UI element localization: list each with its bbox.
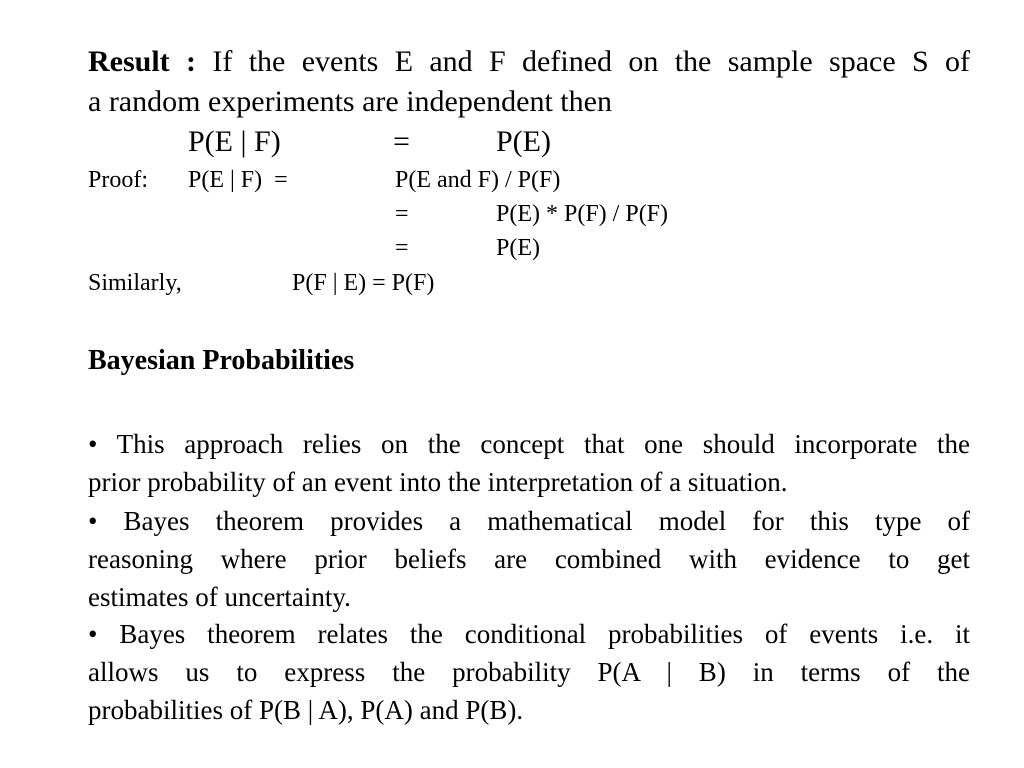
bullet-1-line-1: • This approach relies on the concept that one should incorporate the: [88, 429, 970, 459]
equation-lhs: P(E | F): [188, 125, 281, 158]
result-line-1: [88, 42, 970, 82]
section-heading: Bayesian Probabilities: [88, 345, 355, 376]
proof-step-3-rhs: P(E): [496, 235, 540, 261]
bullet-2-line-3: estimates of uncertainty.: [88, 582, 351, 612]
proof-step-3-operator: =: [395, 235, 409, 261]
bullet-icon: •: [88, 506, 98, 536]
proof-step-2-rhs: P(E) * P(F) / P(F): [496, 201, 669, 227]
bullet-item-3: [88, 615, 970, 729]
similarly-expression: P(F | E) = P(F): [292, 270, 435, 296]
bullet-2-line-1: • Bayes theorem provides a mathematical model for this type of: [88, 506, 970, 536]
bullet-1-line-2: prior probability of an event into the interpretation of a situation.: [88, 467, 788, 497]
proof-step-2-operator: =: [395, 201, 409, 227]
similarly-label: Similarly,: [88, 270, 182, 296]
bullet-2-line-2: reasoning where prior beliefs are combined with evidence to get: [88, 544, 970, 574]
bullet-3-line-3: probabilities of P(B | A), P(A) and P(B).: [88, 695, 524, 725]
result-label: Result :: [88, 45, 197, 78]
bullet-icon: •: [88, 429, 98, 459]
bullet-item-1: [88, 425, 970, 501]
bullet-icon: •: [88, 619, 98, 649]
bullet-3-line-1: • Bayes theorem relates the conditional probabilities of events i.e. it: [88, 619, 970, 649]
proof-label: Proof:: [88, 167, 148, 193]
proof-step-1-lhs: P(E | F) =: [188, 167, 288, 193]
bullet-item-2: [88, 502, 970, 616]
bullet-3-line-2: allows us to express the probability P(A | B) in terms of the: [88, 657, 970, 687]
document-page: [88, 0, 970, 768]
result-text-line-1: If the events E and F defined on the sample space S of: [212, 45, 971, 78]
equation-operator: =: [393, 125, 410, 158]
result-line-2: a random experiments are independent then: [88, 85, 612, 118]
equation-rhs: P(E): [496, 125, 551, 158]
proof-step-1-rhs: P(E and F) / P(F): [395, 167, 561, 193]
